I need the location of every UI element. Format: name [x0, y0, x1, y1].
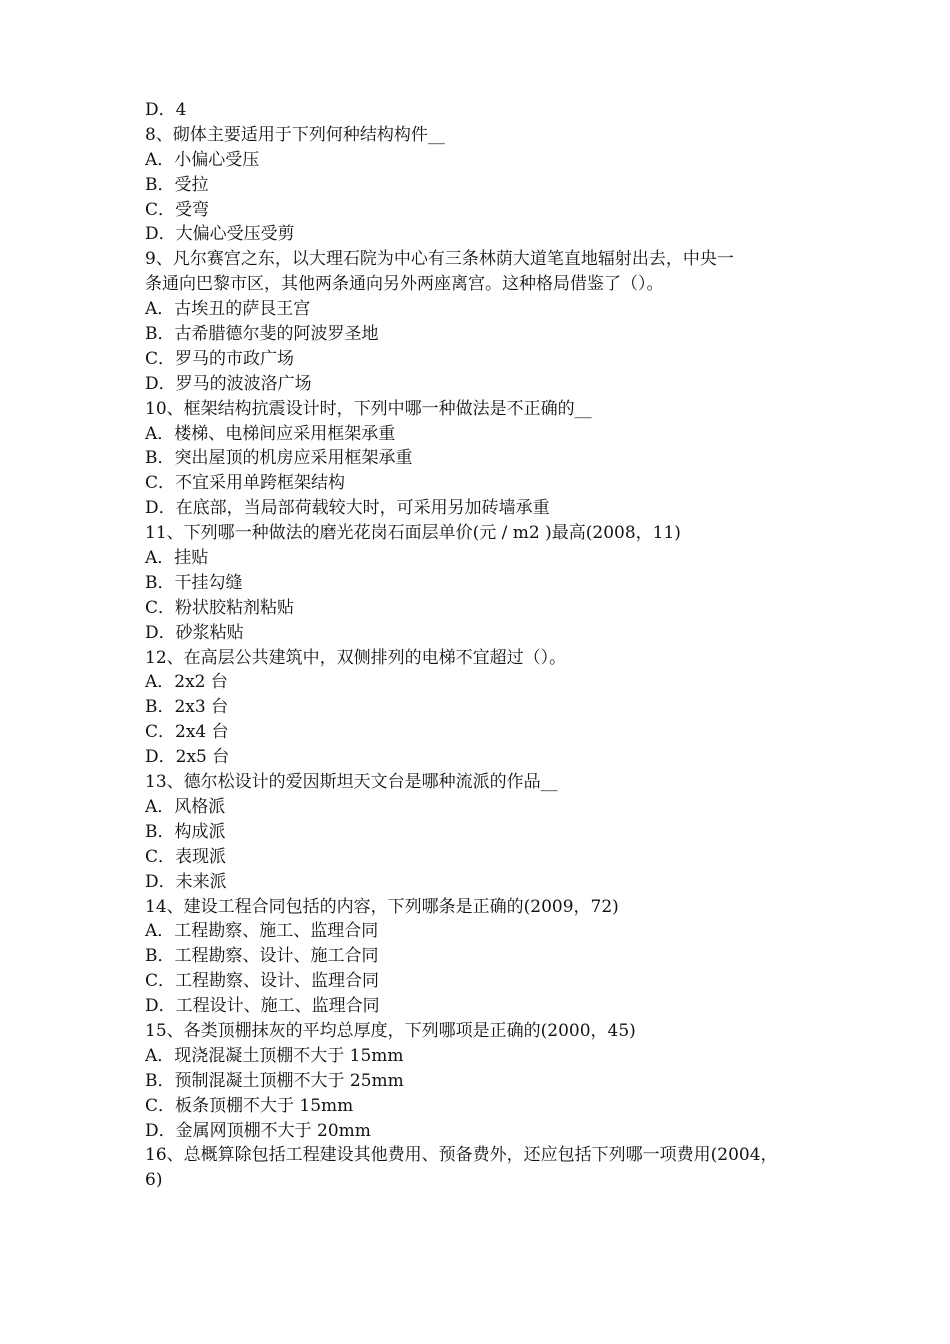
exam-question-text — [145, 98, 810, 1193]
option-d-q14: D．工程设计、施工、监理合同 — [145, 996, 380, 1017]
question-13: 13、德尔松设计的爱因斯坦天文台是哪种流派的作品__ — [145, 772, 558, 793]
option-d-q11: D．砂浆粘贴 — [145, 622, 244, 643]
option-b-q10: B．突出屋顶的机房应采用框架承重 — [145, 448, 413, 469]
option-d-q8: D．大偏心受压受剪 — [145, 224, 295, 245]
option-b-q9: B．古希腊德尔斐的阿波罗圣地 — [145, 324, 379, 345]
question-14: 14、建设工程合同包括的内容，下列哪条是正确的(2009，72) — [145, 896, 619, 917]
option-c-q11: C．粉状胶粘剂粘贴 — [145, 597, 295, 618]
option-c-q10: C．不宜采用单跨框架结构 — [145, 473, 346, 494]
question-16-line-1: 16、总概算除包括工程建设其他费用、预备费外，还应包括下列哪一项费用(2004， — [145, 1145, 778, 1166]
question-8: 8、砌体主要适用于下列何种结构构件__ — [145, 124, 445, 145]
option-a-q10: A．楼梯、电梯间应采用框架承重 — [145, 423, 396, 444]
option-b-q15: B．预制混凝土顶棚不大于 25mm — [145, 1070, 404, 1091]
option-d-q15: D．金属网顶棚不大于 20mm — [145, 1120, 371, 1141]
question-10: 10、框架结构抗震设计时，下列中哪一种做法是不正确的__ — [145, 398, 592, 419]
option-b-q12: B．2x3 台 — [145, 697, 229, 718]
option-a-q14: A．工程勘察、施工、监理合同 — [145, 921, 379, 942]
question-15: 15、各类顶棚抹灰的平均总厚度，下列哪项是正确的(2000，45) — [145, 1020, 636, 1041]
question-9-line-2: 条通向巴黎市区，其他两条通向另外两座离宫。这种格局借鉴了（）。 — [145, 274, 664, 295]
option-b-q13: B．构成派 — [145, 821, 226, 842]
option-b-q11: B．干挂勾缝 — [145, 572, 243, 593]
option-b-q8: B．受拉 — [145, 174, 209, 195]
option-d-q9: D．罗马的波波洛广场 — [145, 373, 312, 394]
option-c-q13: C．表现派 — [145, 846, 227, 867]
option-d-q7: D．4 — [145, 100, 187, 120]
question-11: 11、下列哪一种做法的磨光花岗石面层单价(元 / m2 )最高(2008，11) — [145, 523, 681, 544]
option-d-q13: D．未来派 — [145, 871, 227, 892]
option-a-q12: A．2x2 台 — [145, 672, 228, 693]
option-a-q13: A．风格派 — [145, 796, 226, 817]
option-a-q11: A．挂贴 — [145, 548, 209, 569]
option-c-q12: C．2x4 台 — [145, 722, 229, 743]
option-c-q8: C．受弯 — [145, 199, 210, 220]
option-c-q9: C．罗马的市政广场 — [145, 348, 295, 369]
option-a-q15: A．现浇混凝土顶棚不大于 15mm — [145, 1045, 404, 1066]
option-c-q14: C．工程勘察、设计、监理合同 — [145, 971, 380, 992]
option-b-q14: B．工程勘察、设计、施工合同 — [145, 946, 379, 967]
option-d-q12: D．2x5 台 — [145, 747, 230, 768]
option-c-q15: C．板条顶棚不大于 15mm — [145, 1095, 354, 1116]
option-d-q10: D．在底部，当局部荷载较大时，可采用另加砖墙承重 — [145, 498, 550, 519]
question-12: 12、在高层公共建筑中，双侧排列的电梯不宜超过（）。 — [145, 647, 567, 668]
question-9-line-1: 9、凡尔赛宫之东，以大理石院为中心有三条林荫大道笔直地辐射出去，中央一 — [145, 249, 734, 270]
question-16-line-2: 6) — [145, 1170, 163, 1191]
option-a-q8: A．小偏心受压 — [145, 149, 260, 170]
option-a-q9: A．古埃丑的萨艮王宫 — [145, 299, 311, 320]
